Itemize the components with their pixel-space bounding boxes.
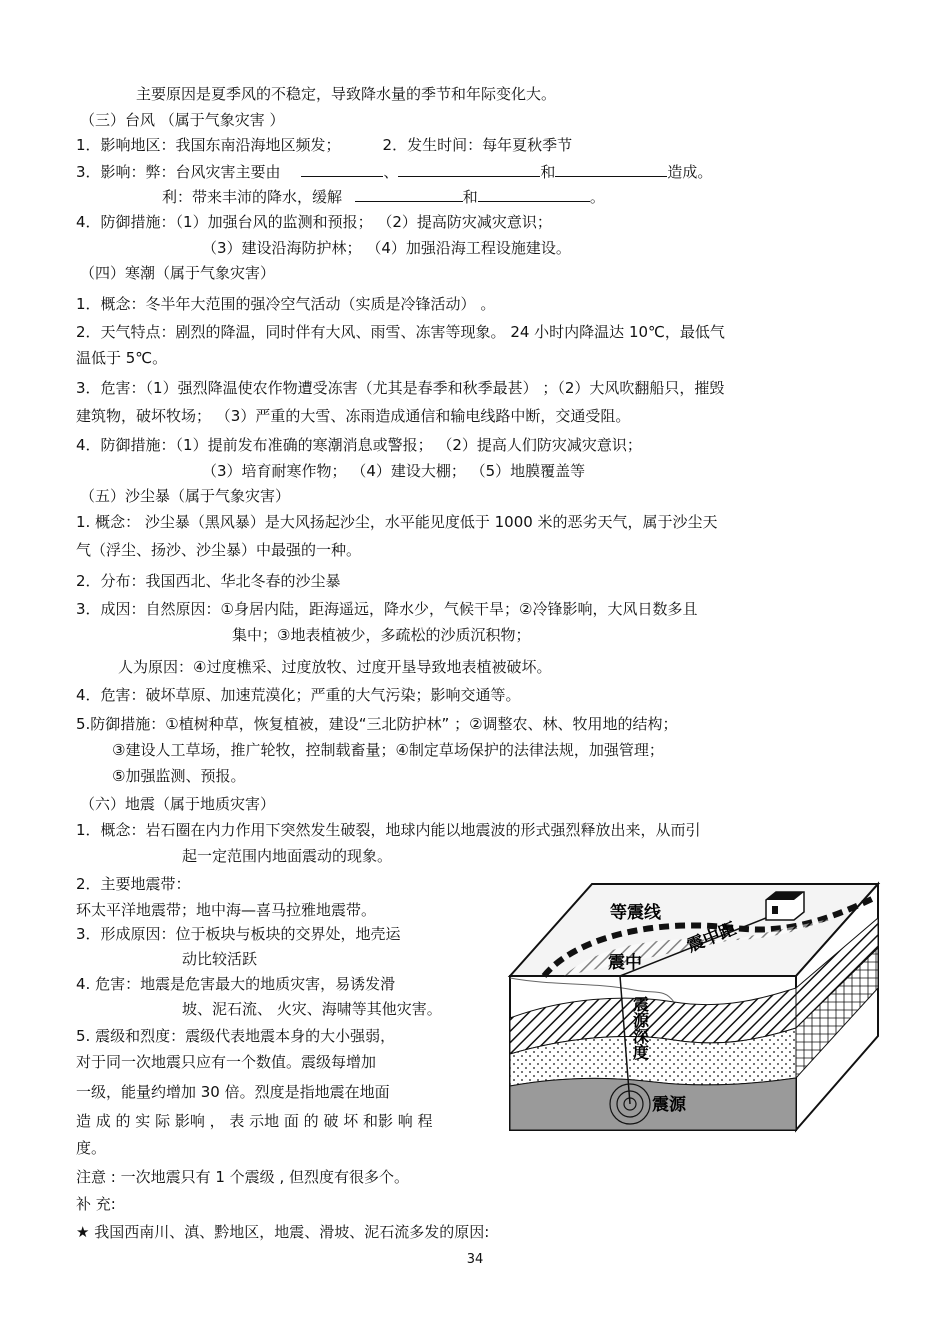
section-heading-typhoon: （三）台风 （属于气象灾害 ） <box>80 111 285 129</box>
section-heading-cold-wave: （四）寒潮（属于气象灾害） <box>80 264 276 282</box>
answer-blank[interactable] <box>555 161 667 177</box>
answer-blank[interactable] <box>355 186 463 202</box>
text-line: 3．形成原因：位于板块与板块的交界处，地壳运 <box>76 925 401 943</box>
text-line: （3）培育耐寒作物； （4）建设大棚； （5）地膜覆盖等 <box>202 462 586 480</box>
text-line: 1．概念：冬半年大范围的强冷空气活动（实质是冷锋活动） 。 <box>76 295 496 313</box>
text-line: 集中；③地表植被少，多疏松的沙质沉积物； <box>232 626 531 644</box>
text-line: 4．防御措施：（1）提前发布准确的寒潮消息或警报； （2）提高人们防灾减灾意识； <box>76 436 642 454</box>
page-number: 34 <box>466 1252 484 1267</box>
text-line: 1. 概念： 沙尘暴（黑风暴）是大风扬起沙尘，水平能见度低于 1000 米的恶劣天气，属于沙尘天 <box>76 513 718 531</box>
text-line: 起一定范围内地面震动的现象。 <box>182 847 393 865</box>
text-line: 建筑物，破坏牧场； （3）严重的大雪、冻雨造成通信和输电线路中断，交通受阻。 <box>76 407 631 425</box>
star-note-line: ★ 我国西南川、滇、黔地区，地震、滑坡、泥石流多发的原因: <box>76 1223 490 1241</box>
section-heading-sandstorm: （五）沙尘暴（属于气象灾害） <box>80 487 291 505</box>
text-line: 气（浮尘、扬沙、沙尘暴）中最强的一种。 <box>76 541 362 559</box>
text-line: 2．天气特点：剧烈的降温，同时伴有大风、雨雪、冻害等现象。 24 小时内降温达 10℃，最低气 <box>76 323 725 341</box>
label-epicenter: 震中 <box>608 953 642 973</box>
earthquake-block-diagram <box>504 878 882 1134</box>
text-line: 4. 危害：地震是危害最大的地质灾害，易诱发滑 <box>76 975 396 993</box>
label-focus: 震源 <box>652 1095 686 1115</box>
text-line: 1．影响地区：我国东南沿海地区频发； 2．发生时间：每年夏秋季节 <box>76 136 573 154</box>
text-line: 度。 <box>76 1139 107 1157</box>
text-line: 5.防御措施：①植树种草，恢复植被，建设“三北防护林” ；②调整农、林、牧用地的结构； <box>76 715 678 733</box>
answer-blank[interactable] <box>398 161 540 177</box>
answer-blank[interactable] <box>478 186 590 202</box>
label-focal-depth: 震源深度 <box>630 996 650 1060</box>
fill-in-line-typhoon-harm: 3．影响：弊：台风灾害主要由 、 和 造成。 <box>76 163 713 181</box>
text-line: 5. 震级和烈度：震级代表地震本身的大小强弱， <box>76 1027 396 1045</box>
answer-blank[interactable] <box>301 161 383 177</box>
text-line: 坡、泥石流、 火灾、海啸等其他灾害。 <box>182 1000 442 1018</box>
text-line: 主要原因是夏季风的不稳定，导致降水量的季节和年际变化大。 <box>136 85 557 103</box>
text-line: 对于同一次地震只应有一个数值。震级每增加 <box>76 1053 377 1071</box>
note-line: 注意 : 一次地震只有 1 个震级 , 但烈度有很多个。 <box>76 1168 409 1186</box>
text-line: 动比较活跃 <box>182 950 258 968</box>
text-line: 造 成 的 实 际 影响 ， 表 示地 面 的 破 坏 和影 响 程 <box>76 1112 433 1130</box>
text-line: ⑤加强监测、预报。 <box>112 767 246 785</box>
text-line: 人为原因：④过度樵采、过度放牧、过度开垦导致地表植被破坏。 <box>118 658 552 676</box>
section-heading-earthquake: （六）地震（属于地质灾害） <box>80 795 276 813</box>
supplement-label: 补 充: <box>76 1195 116 1213</box>
label-isoseismal: 等震线 <box>610 903 661 923</box>
text-line: 3．危害：（1）强烈降温使农作物遭受冻害（尤其是春季和秋季最甚） ；（2）大风吹翻船只，摧毁 <box>76 379 725 397</box>
text-line: 2．分布：我国西北、华北冬春的沙尘暴 <box>76 572 341 590</box>
text-line: 环太平洋地震带；地中海—喜马拉雅地震带。 <box>76 901 377 919</box>
text-line: 4．防御措施：（1）加强台风的监测和预报； （2）提高防灾减灾意识； <box>76 213 552 231</box>
label-epicentral-distance: 震中距 <box>684 918 740 957</box>
text-line: 温低于 5℃。 <box>76 349 168 367</box>
text-line: ③建设人工草场，推广轮牧，控制载畜量；④制定草场保护的法律法规，加强管理； <box>112 741 664 759</box>
text-line: 1．概念：岩石圈在内力作用下突然发生破裂，地球内能以地震波的形式强烈释放出来，从而引 <box>76 821 701 839</box>
text-line: 4．危害：破坏草原、加速荒漠化；严重的大气污染；影响交通等。 <box>76 686 521 704</box>
text-line: 3．成因：自然原因：①身居内陆，距海遥远，降水少，气候干旱；②冷锋影响，大风日数多且 <box>76 600 698 618</box>
house-icon <box>766 892 804 920</box>
fill-in-line-typhoon-benefit: 利：带来丰沛的降水，缓解 和 。 <box>162 188 605 206</box>
text-line: （3）建设沿海防护林； （4）加强沿海工程设施建设。 <box>202 239 571 257</box>
text-line: 一级，能量约增加 30 倍。烈度是指地震在地面 <box>76 1083 390 1101</box>
text-line: 2．主要地震带： <box>76 875 191 893</box>
